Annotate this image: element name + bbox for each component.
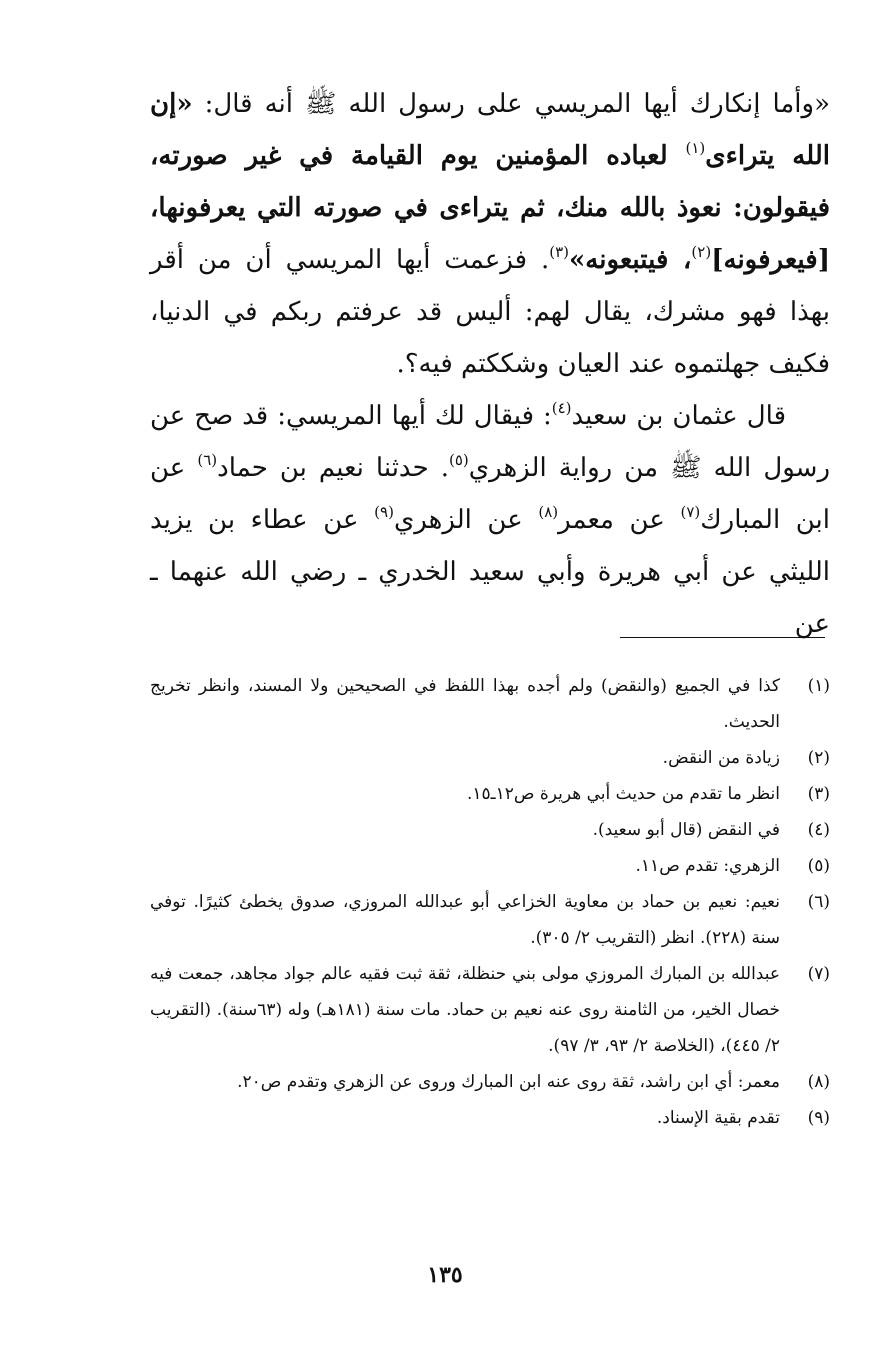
- footnote-text: انظر ما تقدم من حديث أبي هريرة ص١٢ـ١٥.: [466, 784, 780, 804]
- text-run: عن الزهري: [393, 505, 539, 535]
- footnote-3: [150, 776, 830, 812]
- footnote-ref-3: (٣): [549, 243, 570, 261]
- paragraph-1: [150, 78, 830, 390]
- text-run: عن ابن المبارك: [150, 453, 831, 535]
- footnote-text: في النقض (قال أبو سعيد).: [592, 820, 780, 840]
- hadith-text: ، فيتبعونه»: [569, 245, 692, 275]
- footnotes: [150, 668, 830, 1136]
- footnote-text: الزهري: تقدم ص١١.: [635, 856, 780, 876]
- footnote-5: [150, 848, 830, 884]
- page-number: ١٣٥: [427, 1262, 463, 1288]
- footnote-text: كذا في الجميع (والنقض) ولم أجده بهذا اللفظ في الصحيحين ولا المسند، وانظر تخريج الحديث.: [150, 676, 780, 732]
- footnote-ref-2: (٢): [691, 243, 712, 261]
- text-run: قال عثمان بن سعيد: [571, 401, 786, 431]
- footnote-ref-8: (٨): [538, 503, 559, 521]
- main-text: [150, 78, 830, 650]
- text-run: . فزعمت أيها المريسي أن من أقر بهذا فهو مشرك، يقال لهم: أليس قد عرفتم ربكم في الدنيا، فكيف جهلتموه عند العيان وشككتم فيه؟.: [150, 245, 830, 379]
- footnote-text: معمر: أي ابن راشد، ثقة روى عنه ابن المبارك وروى عن الزهري وتقدم ص٢٠.: [237, 1072, 780, 1092]
- footnote-ref-9: (٩): [374, 503, 394, 521]
- footnote-number: (٥): [807, 856, 830, 876]
- hadith-text: لعباده المؤمنين يوم القيامة في غير صورته، فيقولون: نعوذ بالله منك، ثم يتراءى في صورته التي يعرفونها، [فيعرفونه]: [150, 141, 831, 275]
- footnote-7: [150, 956, 830, 1064]
- footnote-ref-1: (١): [685, 139, 706, 157]
- footnote-number: (٨): [807, 1072, 830, 1092]
- footnote-number: (٤): [807, 820, 830, 840]
- footnote-number: (٦): [807, 892, 830, 912]
- footnote-8: [150, 1064, 830, 1100]
- footnote-text: زيادة من النقض.: [662, 748, 780, 768]
- text-run: «وأما إنكارك أيها المريسي على رسول الله ﷺ أنه قال:: [192, 89, 830, 119]
- footnote-text: نعيم: نعيم بن حماد بن معاوية الخزاعي أبو عبدالله المروزي، صدوق يخطئ كثيرًا. توفي سنة (٢٢٨). انظر (التقريب ٢/ ٣٠٥).: [150, 892, 780, 948]
- footnote-2: [150, 740, 830, 776]
- footnote-number: (٢): [807, 748, 830, 768]
- footnote-number: (٧): [807, 964, 830, 984]
- footnote-6: [150, 884, 830, 956]
- footnote-text: عبدالله بن المبارك المروزي مولى بني حنظلة، ثقة ثبت فقيه عالم جواد مجاهد، جمعت فيه خصال الخير، من الثامنة روى عنه نعيم بن حماد. مات سنة (١٨١هـ) وله (٦٣سنة). (التقريب ٢/ ٤٤٥)، (الخلاصة ٢/ ٩٣، ٣/ ٩٧).: [150, 964, 780, 1056]
- hadith-text: «إن الله يتراءى: [150, 89, 830, 171]
- footnote-text: تقدم بقية الإسناد.: [656, 1108, 780, 1128]
- text-run: : فيقال لك أيها المريسي: قد صح عن رسول الله ﷺ من رواية الزهري: [150, 401, 830, 483]
- footnote-9: [150, 1100, 830, 1136]
- footnote-ref-7: (٧): [680, 503, 701, 521]
- text-run: عن عطاء بن يزيد الليثي عن أبي هريرة وأبي سعيد الخدري ـ رضي الله عنهما ـ عن: [150, 505, 830, 639]
- text-run: عن معمر: [558, 505, 681, 535]
- footnote-ref-6: (٦): [197, 451, 218, 469]
- paragraph-2: [150, 390, 830, 650]
- footnote-separator: [620, 637, 825, 638]
- footnote-number: (٣): [807, 784, 830, 804]
- footnote-number: (١): [807, 676, 830, 696]
- footnote-number: (٩): [807, 1108, 830, 1128]
- text-run: . حدثنا نعيم بن حماد: [217, 453, 449, 483]
- footnote-ref-4: (٤): [551, 399, 572, 417]
- footnote-ref-5: (٥): [448, 451, 469, 469]
- footnote-4: [150, 812, 830, 848]
- footnote-1: [150, 668, 830, 740]
